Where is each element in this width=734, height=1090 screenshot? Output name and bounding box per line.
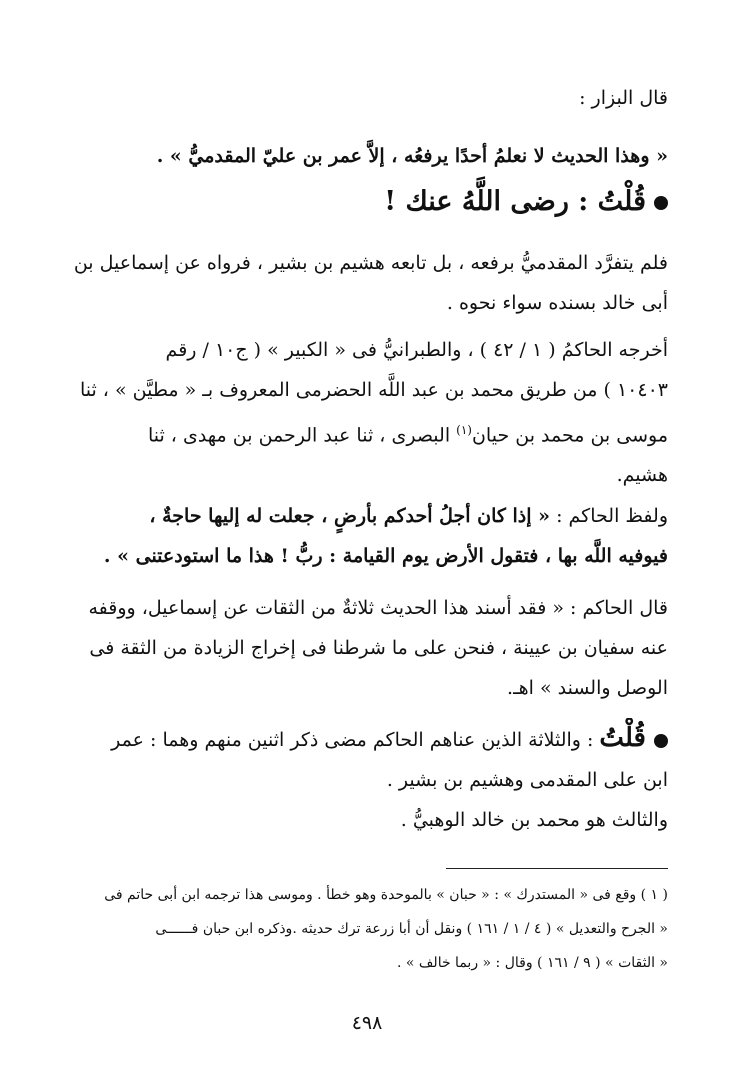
footnote-marker: (١)	[456, 423, 472, 437]
paragraph-2: أخرجه الحاكمُ ( ١ / ٤٢ ) ، والطبرانيُّ فى « الكبير » ( ج١٠ / رقم ١٠٤٠٣ ) من طريق محمد بن عبد اللَّه الحضرمى المعروف بـ « مطيَّن » ، ثنا موسى بن محمد بن حيان$^{(١)}$ البصرى ، ثنا عبد الرحمن بن مهدى ، ثنا هشيم.	[79, 339, 668, 487]
section-heading: قُلْتُ : رضى اللَّهُ عنك !	[74, 182, 668, 222]
bullet-icon	[654, 196, 668, 210]
page-number: ٤٩٨	[351, 1012, 383, 1034]
footnote-line-3: « الثقات » ( ٩ / ١٦١ ) وقال : « ربما خالف » .	[397, 955, 668, 971]
bullet-icon	[654, 734, 668, 748]
footnote-divider	[446, 868, 668, 869]
paragraph-1: فلم يتفرَّد المقدميُّ برفعه ، بل تابعه هشيم بن بشير ، فرواه عن إسماعيل بن أبى خالد بسنده سواء نحوه .	[74, 252, 668, 314]
bazzar-quote: « وهذا الحديث لا نعلمُ أحدًا يرفعُه ، إلاَّ عمر بن عليّ المقدميُّ » .	[156, 145, 668, 167]
paragraph-4: قال الحاكم : « فقد أسند هذا الحديث ثلاثةٌ من الثقات عن إسماعيل، ووقفه عنه سفيان بن عيينة ، فنحن على ما شرطنا فى إخراج الزيادة من الثقة فى الوصل والسند » اهـ.	[88, 597, 668, 699]
footnote-line-2: « الجرح والتعديل » ( ٤ / ١ / ١٦١ ) ونقل أن أبا زرعة ترك حديثه .وذكره ابن حبان فــــــى	[155, 921, 668, 937]
intro-line: قال البزار :	[579, 87, 668, 109]
paragraph-5: قُلْتُ : والثلاثة الذين عناهم الحاكم مضى ذكر اثنين منهم وهما : عمر ابن على المقدمى وهشيم بن بشير . والثالث هو محمد بن خالد الوهبيُّ .	[111, 723, 668, 831]
paragraph-3: ولفظ الحاكم : « إذا كان أجلُ أحدكم بأرضٍ ، جعلت له إليها حاجةٌ ، فيوفيه اللَّه بها ، فتقول الأرض يوم القيامة : ربُّ ! هذا ما استودعتنى » .	[103, 505, 668, 567]
footnote-line-1: ( ١ ) وقع فى « المستدرك » : « حبان » بالموحدة وهو خطأ . وموسى هذا ترجمه ابن أبى حاتم فى	[104, 887, 668, 903]
